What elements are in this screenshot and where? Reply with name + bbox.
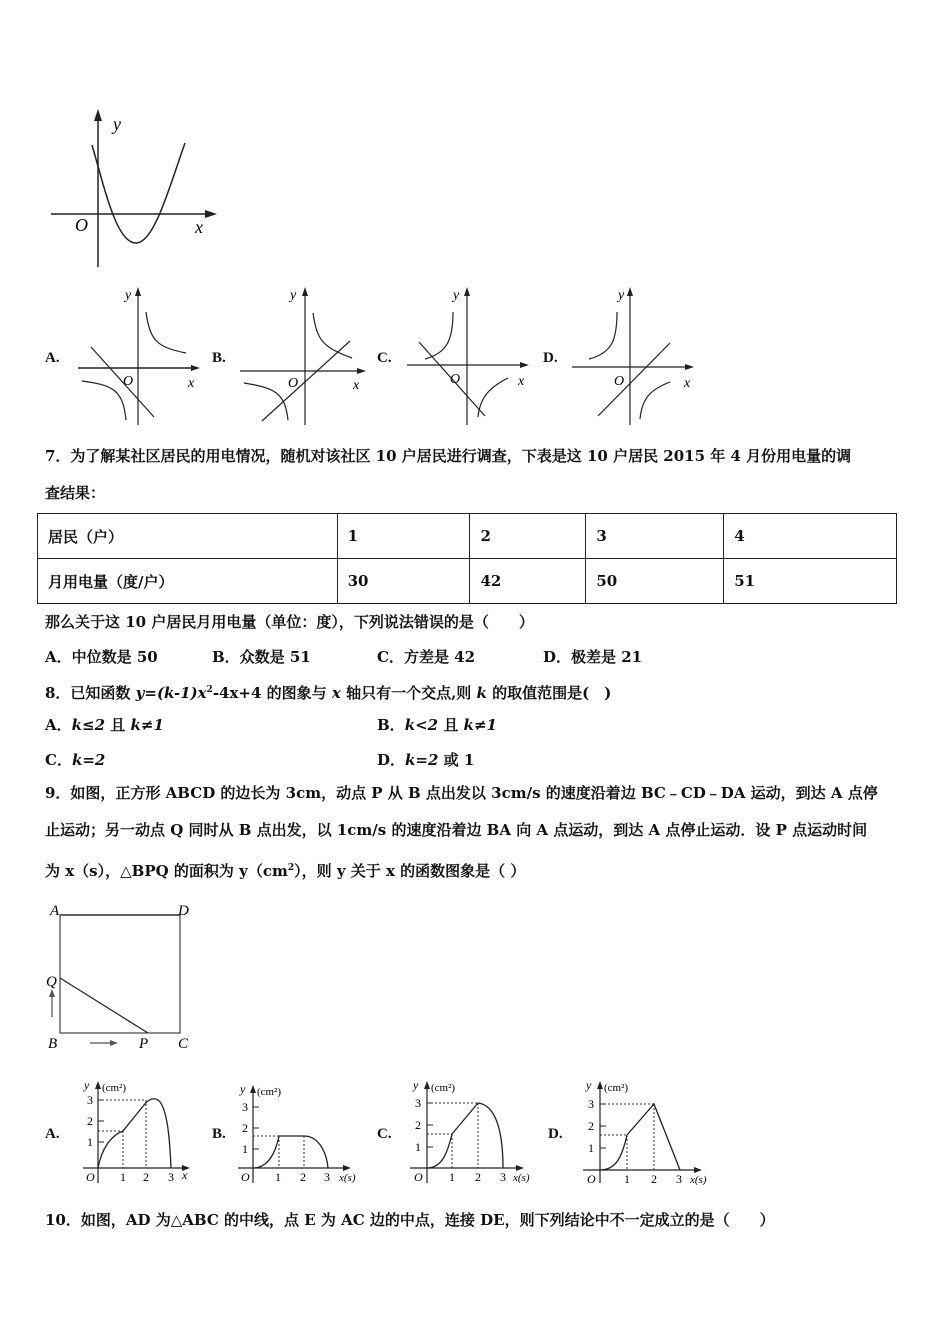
q7-stem-line2: 查结果：	[45, 484, 106, 502]
svg-text:P: P	[139, 1036, 149, 1052]
q7-question: 那么关于这 10 户居民月用电量（单位：度），下列说法错误的是（ ）	[45, 613, 534, 631]
table-cell: 50	[586, 559, 724, 604]
svg-text:3: 3	[324, 1170, 330, 1184]
svg-text:y: y	[240, 1082, 246, 1096]
svg-text:Q: Q	[46, 974, 57, 990]
svg-text:x(s): x(s)	[513, 1172, 530, 1184]
table-row	[38, 559, 897, 604]
svg-text:y: y	[113, 114, 121, 134]
svg-text:O: O	[86, 1170, 95, 1184]
q7-option-b[interactable]: B．众数是 51	[212, 648, 311, 666]
q7-option-d[interactable]: D．极差是 21	[543, 648, 643, 666]
svg-text:3: 3	[588, 1097, 594, 1111]
q9-option-c-label[interactable]: C.	[377, 1126, 392, 1142]
table-cell: 30	[337, 559, 470, 604]
svg-text:O: O	[587, 1172, 596, 1185]
q8-option-b[interactable]: B．k<2 且 k≠1	[377, 716, 497, 734]
q8-option-c[interactable]: C．k=2	[45, 751, 106, 769]
svg-text:O: O	[288, 376, 299, 391]
table-header-cell: 月用电量（度/户）	[38, 559, 338, 604]
table-cell: 1	[337, 514, 470, 559]
svg-text:O: O	[75, 215, 88, 235]
svg-text:x: x	[684, 376, 691, 391]
svg-text:1: 1	[415, 1140, 421, 1154]
q9-square-figure	[40, 895, 210, 1060]
table-row	[38, 514, 897, 559]
svg-text:2: 2	[300, 1170, 306, 1184]
svg-text:O: O	[241, 1170, 250, 1184]
svg-text:y: y	[413, 1078, 419, 1092]
svg-text:3: 3	[242, 1100, 248, 1114]
svg-text:1: 1	[624, 1172, 630, 1185]
svg-text:1: 1	[242, 1142, 248, 1156]
q6-option-d-label[interactable]: D.	[543, 350, 558, 366]
svg-text:2: 2	[143, 1170, 149, 1184]
svg-text:x: x	[182, 1168, 188, 1182]
svg-text:y: y	[586, 1078, 592, 1092]
q9-stem-line2: 止运动；另一动点 Q 同时从 B 点出发，以 1cm/s 的速度沿着边 BA 向 A 点运动，到达 A 点停止运动．设 P 点运动时间	[45, 821, 868, 839]
svg-text:C: C	[178, 1036, 189, 1052]
svg-text:1: 1	[588, 1141, 594, 1155]
svg-text:1: 1	[275, 1170, 281, 1184]
svg-text:y: y	[290, 288, 297, 303]
svg-text:x(s): x(s)	[339, 1172, 356, 1184]
svg-text:(cm²): (cm²)	[257, 1086, 282, 1098]
svg-text:3: 3	[87, 1093, 93, 1107]
svg-text:D: D	[178, 903, 189, 919]
table-cell: 42	[470, 559, 586, 604]
svg-text:(cm²): (cm²)	[604, 1082, 629, 1094]
svg-text:y: y	[125, 288, 132, 303]
svg-text:B: B	[48, 1036, 58, 1052]
svg-text:2: 2	[588, 1119, 594, 1133]
svg-text:3: 3	[415, 1096, 421, 1110]
svg-text:2: 2	[242, 1121, 248, 1135]
svg-text:3: 3	[500, 1170, 506, 1184]
svg-text:1: 1	[449, 1170, 455, 1184]
table-header-cell: 居民（户）	[38, 514, 338, 559]
q9-option-b-label[interactable]: B.	[212, 1126, 226, 1142]
svg-text:3: 3	[168, 1170, 174, 1184]
q6-option-a-graph[interactable]	[78, 285, 203, 425]
q8-option-a[interactable]: A．k≤2 且 k≠1	[45, 716, 164, 734]
svg-text:O: O	[450, 372, 461, 387]
q9-option-d-label[interactable]: D.	[548, 1126, 563, 1142]
svg-text:x: x	[518, 374, 525, 389]
q8-option-d[interactable]: D．k=2 或 1	[377, 751, 475, 769]
svg-text:x: x	[188, 376, 195, 391]
q6-option-c-graph[interactable]	[405, 285, 535, 425]
q6-option-a-label[interactable]: A.	[45, 350, 60, 366]
q6-option-d-graph[interactable]	[572, 285, 700, 425]
svg-text:1: 1	[87, 1135, 93, 1149]
q9-option-d-graph[interactable]	[578, 1075, 718, 1185]
svg-text:O: O	[414, 1170, 423, 1184]
table-cell: 51	[724, 559, 897, 604]
table-cell: 3	[586, 514, 724, 559]
q6-main-graph	[45, 105, 220, 275]
q10-stem: 10．如图，AD 为△ABC 的中线，点 E 为 AC 边的中点，连接 DE，则下列结论中不一定成立的是（ ）	[45, 1211, 775, 1229]
q7-stem-line1: 7．为了解某社区居民的用电情况，随机对该社区 10 户居民进行调查，下表是这 10 户居民 2015 年 4 月份用电量的调	[45, 447, 852, 465]
svg-text:A: A	[50, 903, 60, 919]
table-cell: 4	[724, 514, 897, 559]
svg-text:x(s): x(s)	[690, 1174, 707, 1185]
q6-option-c-label[interactable]: C.	[377, 350, 392, 366]
q9-option-a-graph[interactable]	[78, 1075, 198, 1185]
q9-option-c-graph[interactable]	[405, 1075, 540, 1185]
q7-option-c[interactable]: C．方差是 42	[377, 648, 476, 666]
svg-text:y: y	[453, 288, 460, 303]
y-unit: (cm²)	[102, 1082, 127, 1094]
svg-text:O: O	[123, 374, 134, 389]
svg-text:2: 2	[87, 1114, 93, 1128]
svg-text:2: 2	[475, 1170, 481, 1184]
q9-stem-line1: 9．如图，正方形 ABCD 的边长为 3cm，动点 P 从 B 点出发以 3cm/s 的速度沿着边 BC﹣CD﹣DA 运动，到达 A 点停	[45, 784, 878, 802]
svg-text:O: O	[614, 374, 625, 389]
q9-option-b-graph[interactable]	[235, 1075, 365, 1185]
svg-text:2: 2	[651, 1172, 657, 1185]
q8-stem: 8．已知函数 $y=(k-1)x^2-4x+4$ 的图象与 x 轴只有一个交点,则 k 的取值范围是( )	[45, 684, 612, 702]
q9-stem-line3: 为 x（s），△BPQ 的面积为 $y(cm^2)$，则 y 关于 x 的函数图象是（ ）	[45, 862, 526, 880]
q6-option-b-label[interactable]: B.	[212, 350, 226, 366]
q6-option-b-graph[interactable]	[240, 285, 370, 425]
svg-text:2: 2	[415, 1118, 421, 1132]
svg-text:(cm²): (cm²)	[431, 1082, 456, 1094]
svg-text:y: y	[618, 288, 625, 303]
svg-text:x: x	[195, 217, 203, 237]
svg-text:y: y	[84, 1078, 90, 1092]
svg-text:x: x	[353, 378, 360, 393]
q9-option-a-label[interactable]: A.	[45, 1126, 60, 1142]
q7-option-a[interactable]: A．中位数是 50	[45, 648, 158, 666]
table-cell: 2	[470, 514, 586, 559]
svg-text:1: 1	[120, 1170, 126, 1184]
q7-data-table	[37, 513, 897, 604]
svg-text:3: 3	[676, 1172, 682, 1185]
